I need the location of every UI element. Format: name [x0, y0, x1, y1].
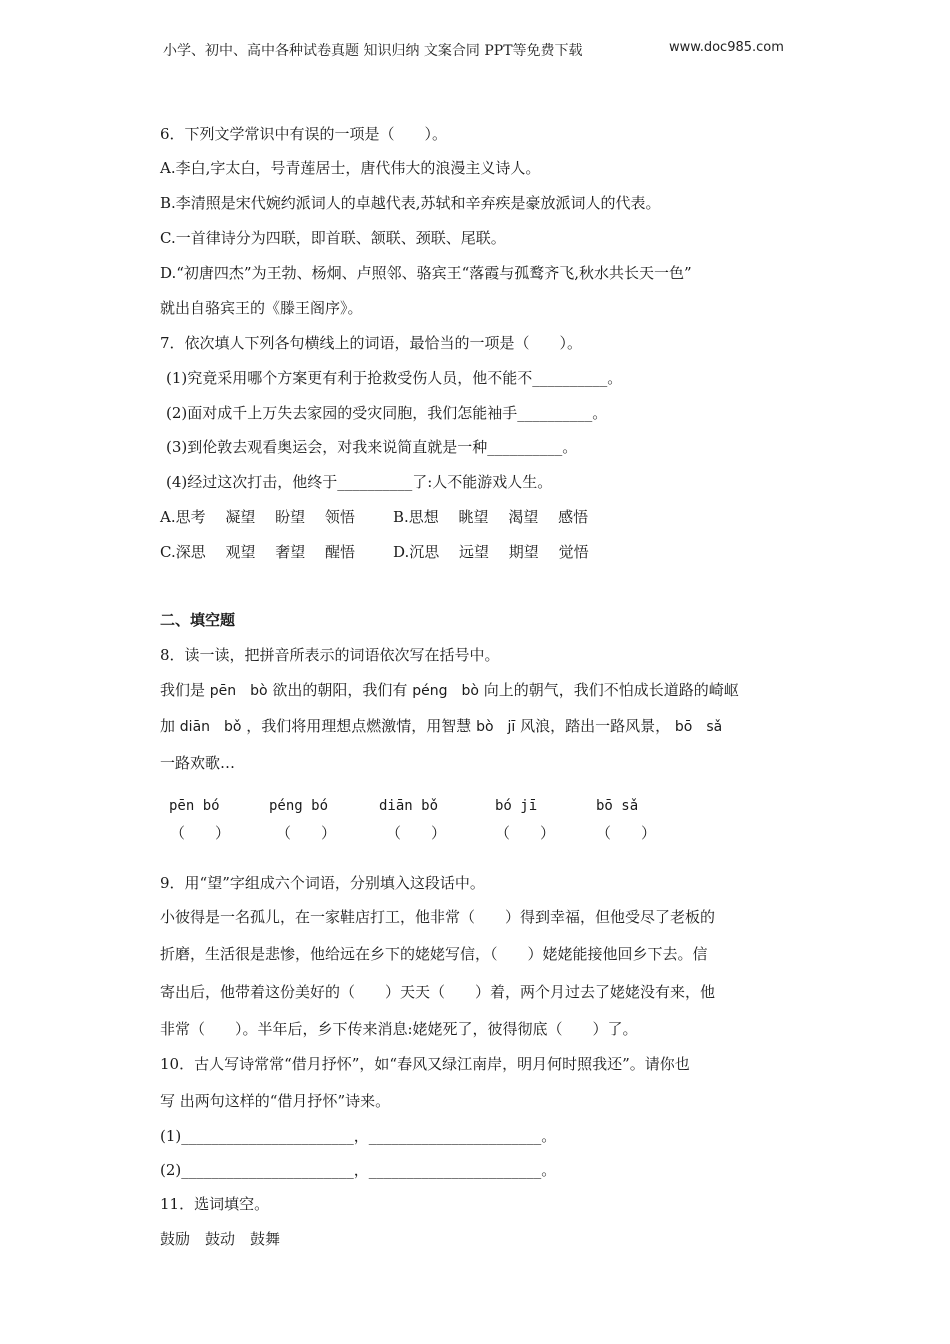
q8-text: 欲出的朝阳，我们有 — [272, 681, 408, 699]
q6-option-b: B.李清照是宋代婉约派词人的卓越代表,苏轼和辛弃疾是豪放派词人的代表。 — [160, 194, 661, 212]
q8-text: 我们是 — [160, 681, 206, 699]
q6-option-d-line1: D.“初唐四杰”为王勃、杨炯、卢照邻、骆宾王“落霞与孤鹜齐飞,秋水共长天一色” — [160, 264, 692, 282]
q8-pinyin-1: pēn bó — [169, 798, 220, 814]
q9-passage-line1: 小彼得是一名孤儿，在一家鞋店打工，他非常（ ）得到幸福，但他受尽了老板的 — [160, 908, 716, 926]
q8-pinyin-inline: bō sǎ — [674, 719, 723, 735]
q10-stem-line2: 写 出两句这样的“借月抒怀”诗来。 — [160, 1092, 391, 1110]
q8-pinyin-inline: diān bǒ — [179, 719, 242, 735]
q8-pinyin-2: péng bó — [269, 798, 329, 814]
section-title: 二、填空题 — [160, 611, 236, 629]
q8-pinyin-5: bō sǎ — [596, 798, 639, 814]
q7-option-a: A.思考 凝望 盼望 领悟 — [160, 508, 355, 526]
q8-text: 加 — [160, 717, 176, 735]
q8-answer-bracket[interactable]: （ ） — [596, 824, 657, 842]
q7-sentence-4: (4)经过这次打击，他终于__________了:人不能游戏人生。 — [166, 473, 553, 491]
q8-text: ，我们将用理想点燃激情，用智慧 — [246, 717, 472, 735]
q10-stem-line1: 10．古人写诗常常“借月抒怀”，如“春风又绿江南岸，明月何时照我还”。请你也 — [160, 1055, 690, 1073]
q8-pinyin-4: bó jī — [495, 798, 538, 814]
q7-stem: 7．依次填人下列各句横线上的词语，最恰当的一项是（ ）。 — [160, 334, 583, 352]
q8-passage-line2 — [160, 716, 722, 737]
q8-answer-bracket[interactable]: （ ） — [170, 824, 231, 842]
q6-option-d-line2: 就出自骆宾王的《滕王阁序》。 — [160, 299, 363, 317]
q9-passage-line2: 折磨，生活很是悲惨，他给远在乡下的姥姥写信，（ ）姥姥能接他回乡下去。信 — [160, 945, 708, 963]
q6-option-a: A.李白,字太白，号青莲居士，唐代伟大的浪漫主义诗人。 — [160, 159, 541, 177]
q8-answer-bracket[interactable]: （ ） — [276, 824, 337, 842]
q8-pinyin-inline: bò jī — [476, 719, 516, 735]
q9-passage-line3: 寄出后，他带着这份美好的（ ）天天（ ）着，两个月过去了姥姥没有来，他 — [160, 983, 716, 1001]
q8-pinyin-inline: pēn bò — [209, 683, 268, 699]
q10-answer-line-2[interactable]: (2)_______________________，_______________________。 — [160, 1161, 557, 1179]
q8-answer-bracket[interactable]: （ ） — [495, 824, 556, 842]
q7-option-c: C.深思 观望 奢望 醒悟 — [160, 543, 356, 561]
q9-stem: 9．用“望”字组成六个词语，分别填入这段话中。 — [160, 874, 485, 892]
q7-sentence-2: (2)面对成千上万失去家园的受灾同胞，我们怎能袖手__________。 — [166, 404, 608, 422]
q8-pinyin-3: diān bǒ — [379, 798, 439, 814]
page-header — [163, 40, 784, 60]
q11-word-choices: 鼓励 鼓动 鼓舞 — [160, 1230, 281, 1248]
q8-text: 向上的朝气，我们不怕成长道路的崎岖 — [483, 681, 739, 699]
header-text: 小学、初中、高中各种试卷真题 知识归纳 文案合同 PPT等免费下载 — [163, 43, 583, 59]
q11-stem: 11．选词填空。 — [160, 1195, 270, 1213]
q8-answer-bracket[interactable]: （ ） — [386, 824, 447, 842]
q6-option-c: C.一首律诗分为四联，即首联、颔联、颈联、尾联。 — [160, 229, 506, 247]
q10-answer-line-1[interactable]: (1)_______________________，_______________________。 — [160, 1127, 557, 1145]
q7-sentence-1: (1)究竟采用哪个方案更有利于抢救受伤人员，他不能不__________。 — [166, 369, 623, 387]
q9-passage-line4: 非常（ ）。半年后，乡下传来消息:姥姥死了，彼得彻底（ ）了。 — [160, 1020, 638, 1038]
q7-option-d: D.沉思 远望 期望 觉悟 — [393, 543, 589, 561]
q7-sentence-3: (3)到伦敦去观看奥运会，对我来说简直就是一种__________。 — [166, 438, 578, 456]
q6-stem: 6．下列文学常识中有误的一项是（ ）。 — [160, 125, 448, 143]
header-url: www.doc985.com — [669, 40, 784, 55]
q7-option-b: B.思想 眺望 渴望 感悟 — [393, 508, 589, 526]
q8-text: 风浪，踏出一路风景， — [520, 717, 671, 735]
q8-pinyin-inline: péng bò — [412, 683, 479, 699]
q8-passage-line1 — [160, 680, 739, 701]
q8-stem: 8．读一读，把拼音所表示的词语依次写在括号中。 — [160, 646, 500, 664]
q8-passage-line3: 一路欢歌… — [160, 754, 236, 772]
